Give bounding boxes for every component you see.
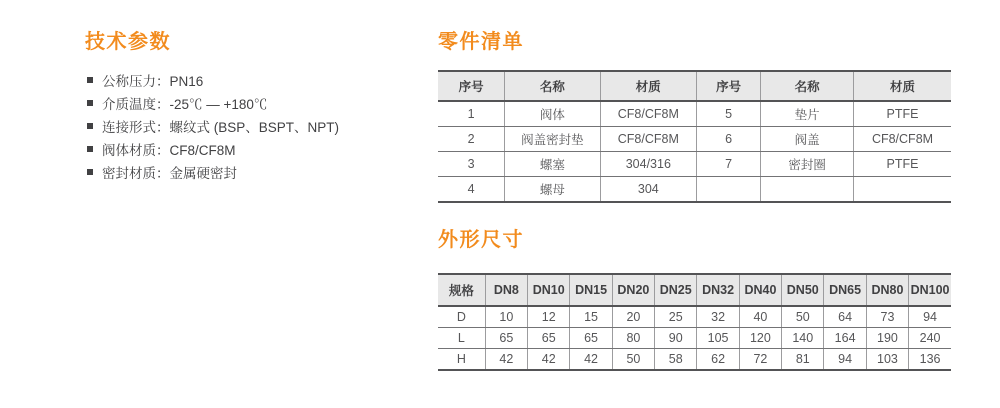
list-item — [87, 68, 435, 91]
table-row — [438, 306, 951, 328]
table-cell: L — [438, 328, 485, 349]
list-item-text: 阀体材质：CF8/CF8M — [102, 142, 236, 158]
table-cell: 42 — [570, 349, 612, 371]
table-cell: 10 — [485, 306, 527, 328]
list-item — [87, 137, 435, 160]
table-cell: 4 — [438, 177, 505, 203]
table-cell: 140 — [782, 328, 824, 349]
table-row — [438, 177, 951, 203]
table-row — [438, 328, 951, 349]
table-cell: 15 — [570, 306, 612, 328]
table-cell: 42 — [485, 349, 527, 371]
table-cell: CF8/CF8M — [600, 101, 696, 127]
table-row — [438, 349, 951, 371]
table-cell: 136 — [909, 349, 951, 371]
dimensions-title: 外形尺寸 — [438, 229, 524, 251]
table-cell: 42 — [528, 349, 570, 371]
table-cell: 20 — [612, 306, 654, 328]
table-cell: 阀盖 — [761, 127, 854, 152]
technical-parameters-section — [85, 31, 435, 183]
table-cell: 81 — [782, 349, 824, 371]
table-cell: 58 — [655, 349, 697, 371]
list-item-text: 密封材质：金属硬密封 — [102, 165, 237, 181]
table-cell: 94 — [909, 306, 951, 328]
column-header: 名称 — [761, 71, 854, 101]
table-cell: 80 — [612, 328, 654, 349]
table-cell: 12 — [528, 306, 570, 328]
parts-table — [438, 70, 951, 203]
column-header: DN32 — [697, 274, 739, 306]
table-cell: 50 — [782, 306, 824, 328]
table-cell: 65 — [485, 328, 527, 349]
table-cell: 190 — [866, 328, 908, 349]
dimensions-section — [438, 229, 954, 371]
square-bullet-icon — [87, 146, 93, 152]
square-bullet-icon — [87, 123, 93, 129]
technical-parameters-list — [87, 68, 435, 183]
table-cell: 120 — [739, 328, 781, 349]
table-cell: 1 — [438, 101, 505, 127]
table-cell: 105 — [697, 328, 739, 349]
column-header: DN15 — [570, 274, 612, 306]
technical-parameters-title: 技术参数 — [85, 31, 171, 53]
table-cell: 64 — [824, 306, 866, 328]
column-header: DN40 — [739, 274, 781, 306]
column-header: 序号 — [438, 71, 505, 101]
table-cell: 50 — [612, 349, 654, 371]
table-cell: 2 — [438, 127, 505, 152]
table-cell: 螺母 — [505, 177, 600, 203]
table-cell: D — [438, 306, 485, 328]
table-cell: H — [438, 349, 485, 371]
table-cell: 304 — [600, 177, 696, 203]
table-cell: PTFE — [854, 101, 952, 127]
table-row — [438, 101, 951, 127]
column-header: DN80 — [866, 274, 908, 306]
table-cell: 73 — [866, 306, 908, 328]
table-cell: 5 — [697, 101, 761, 127]
table-cell: CF8/CF8M — [854, 127, 952, 152]
table-cell: 62 — [697, 349, 739, 371]
column-header: DN10 — [528, 274, 570, 306]
column-header: DN8 — [485, 274, 527, 306]
table-cell: 3 — [438, 152, 505, 177]
table-header-row — [438, 274, 951, 306]
table-cell: 65 — [570, 328, 612, 349]
column-header: DN25 — [655, 274, 697, 306]
parts-list-title: 零件清单 — [438, 31, 524, 53]
dimensions-table — [438, 273, 951, 371]
list-item — [87, 160, 435, 183]
table-cell: 90 — [655, 328, 697, 349]
column-header: DN100 — [909, 274, 951, 306]
table-cell: 103 — [866, 349, 908, 371]
table-cell: 垫片 — [761, 101, 854, 127]
table-cell: 密封圈 — [761, 152, 854, 177]
table-cell: 6 — [697, 127, 761, 152]
column-header: 材质 — [600, 71, 696, 101]
column-header: DN50 — [782, 274, 824, 306]
table-cell: 7 — [697, 152, 761, 177]
column-header: DN20 — [612, 274, 654, 306]
column-header: 序号 — [697, 71, 761, 101]
table-cell: 阀体 — [505, 101, 600, 127]
table-cell — [854, 177, 952, 203]
parts-list-section — [438, 31, 954, 203]
table-cell: PTFE — [854, 152, 952, 177]
square-bullet-icon — [87, 77, 93, 83]
table-cell: 40 — [739, 306, 781, 328]
square-bullet-icon — [87, 169, 93, 175]
table-cell — [761, 177, 854, 203]
column-header: 规格 — [438, 274, 485, 306]
column-header: DN65 — [824, 274, 866, 306]
table-cell: 32 — [697, 306, 739, 328]
table-cell: 164 — [824, 328, 866, 349]
table-cell: 304/316 — [600, 152, 696, 177]
table-cell: 94 — [824, 349, 866, 371]
table-cell: 240 — [909, 328, 951, 349]
table-cell: 65 — [528, 328, 570, 349]
list-item-text: 介质温度：-25℃ — +180℃ — [102, 96, 268, 112]
list-item — [87, 114, 435, 137]
square-bullet-icon — [87, 100, 93, 106]
table-cell: 72 — [739, 349, 781, 371]
list-item-text: 公称压力：PN16 — [102, 73, 204, 89]
column-header: 材质 — [854, 71, 952, 101]
table-cell — [697, 177, 761, 203]
table-row — [438, 152, 951, 177]
table-header-row — [438, 71, 951, 101]
list-item-text: 连接形式：螺纹式 (BSP、BSPT、NPT) — [102, 119, 340, 135]
table-cell: CF8/CF8M — [600, 127, 696, 152]
table-row — [438, 127, 951, 152]
table-cell: 螺塞 — [505, 152, 600, 177]
column-header: 名称 — [505, 71, 600, 101]
table-cell: 25 — [655, 306, 697, 328]
table-cell: 阀盖密封垫 — [505, 127, 600, 152]
list-item — [87, 91, 435, 114]
